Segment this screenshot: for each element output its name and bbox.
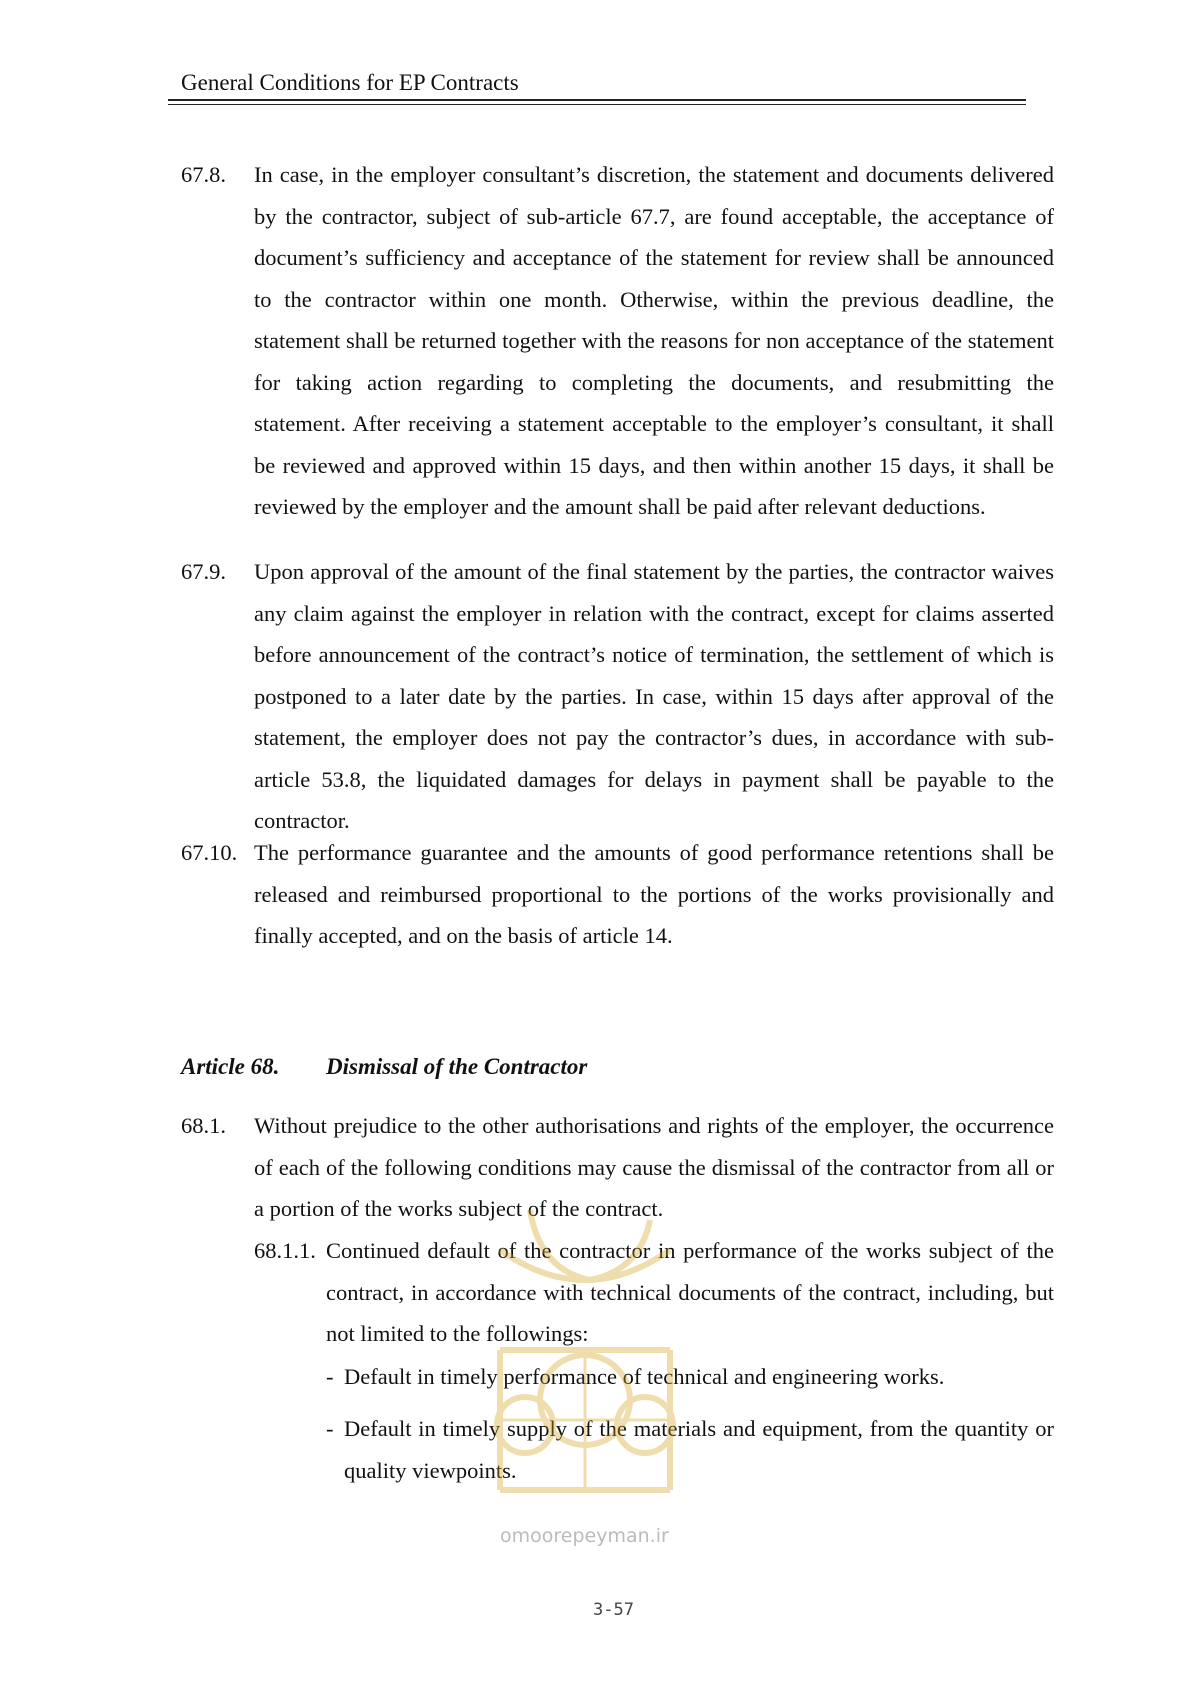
paragraph-number: 67.10. bbox=[181, 840, 238, 865]
bullet-text: Default in timely performance of technical and engineering works. bbox=[344, 1364, 945, 1389]
paragraph-text: Without prejudice to the other authorisations and rights of the employer, the occurrence of each of the following conditions may cause the dismissal of the contractor from all or a portion of the works subject of the contract. bbox=[254, 1113, 1054, 1221]
paragraph-number: 67.8. bbox=[181, 162, 226, 187]
bullet-dash: - bbox=[326, 1364, 334, 1389]
paragraph-text: Upon approval of the amount of the final statement by the parties, the contractor waives any claim against the employer in relation with the contract, except for claims asserted before announcement of the contract’s notice of termination, the settlement of which is postponed to a later date by the parties. In case, within 15 days after approval of the statement, the employer does not pay the contractor’s dues, in accordance with sub-article 53.8, the liquidated damages for delays in payment shall be payable to the contractor. bbox=[254, 559, 1054, 833]
article-title: Dismissal of the Contractor bbox=[326, 1054, 588, 1079]
paragraph-number: 67.9. bbox=[181, 559, 226, 584]
bullet-dash: - bbox=[326, 1416, 334, 1441]
watermark-logo-icon bbox=[470, 1190, 700, 1520]
paragraph-67-8 bbox=[181, 154, 1054, 528]
paragraph-67-10 bbox=[181, 832, 1054, 957]
paragraph-number: 68.1. bbox=[181, 1113, 226, 1138]
article-number: Article 68. bbox=[181, 1054, 280, 1079]
paragraph-text: In case, in the employer consultant’s discretion, the statement and documents delivered by the contractor, subject of sub-article 67.7, are found acceptable, the acceptance of document’s sufficiency and acceptance of the statement for review shall be announced to the contractor within one month. Otherwise, within the previous deadline, the statement shall be returned together with the reasons for non acceptance of the statement for taking action regarding to completing the documents, and resubmitting the statement. After receiving a statement acceptable to the employer’s consultant, it shall be reviewed and approved within 15 days, and then within another 15 days, it shall be reviewed by the employer and the amount shall be paid after relevant deductions. bbox=[254, 162, 1054, 519]
header-title: General Conditions for EP Contracts bbox=[181, 70, 519, 95]
paragraph-67-9 bbox=[181, 551, 1054, 842]
header-rule-thin bbox=[168, 104, 1026, 105]
subparagraph-text: Continued default of the contractor in performance of the works subject of the contract, in accordance with technical documents of the contract, including, but not limited to the followings: bbox=[326, 1238, 1054, 1346]
watermark-text: omoorepeyman.ir bbox=[500, 1525, 669, 1547]
subparagraph-number: 68.1.1. bbox=[254, 1238, 316, 1263]
header-rule bbox=[168, 99, 1026, 101]
paragraph-text: The performance guarantee and the amounts of good performance retentions shall be released and reimbursed proportional to the portions of the works provisionally and finally accepted, and on the basis of article 14. bbox=[254, 840, 1054, 948]
bullet-text: Default in timely supply of the materials and equipment, from the quantity or quality viewpoints. bbox=[344, 1416, 1054, 1483]
page-number: 3-57 bbox=[593, 1600, 634, 1620]
